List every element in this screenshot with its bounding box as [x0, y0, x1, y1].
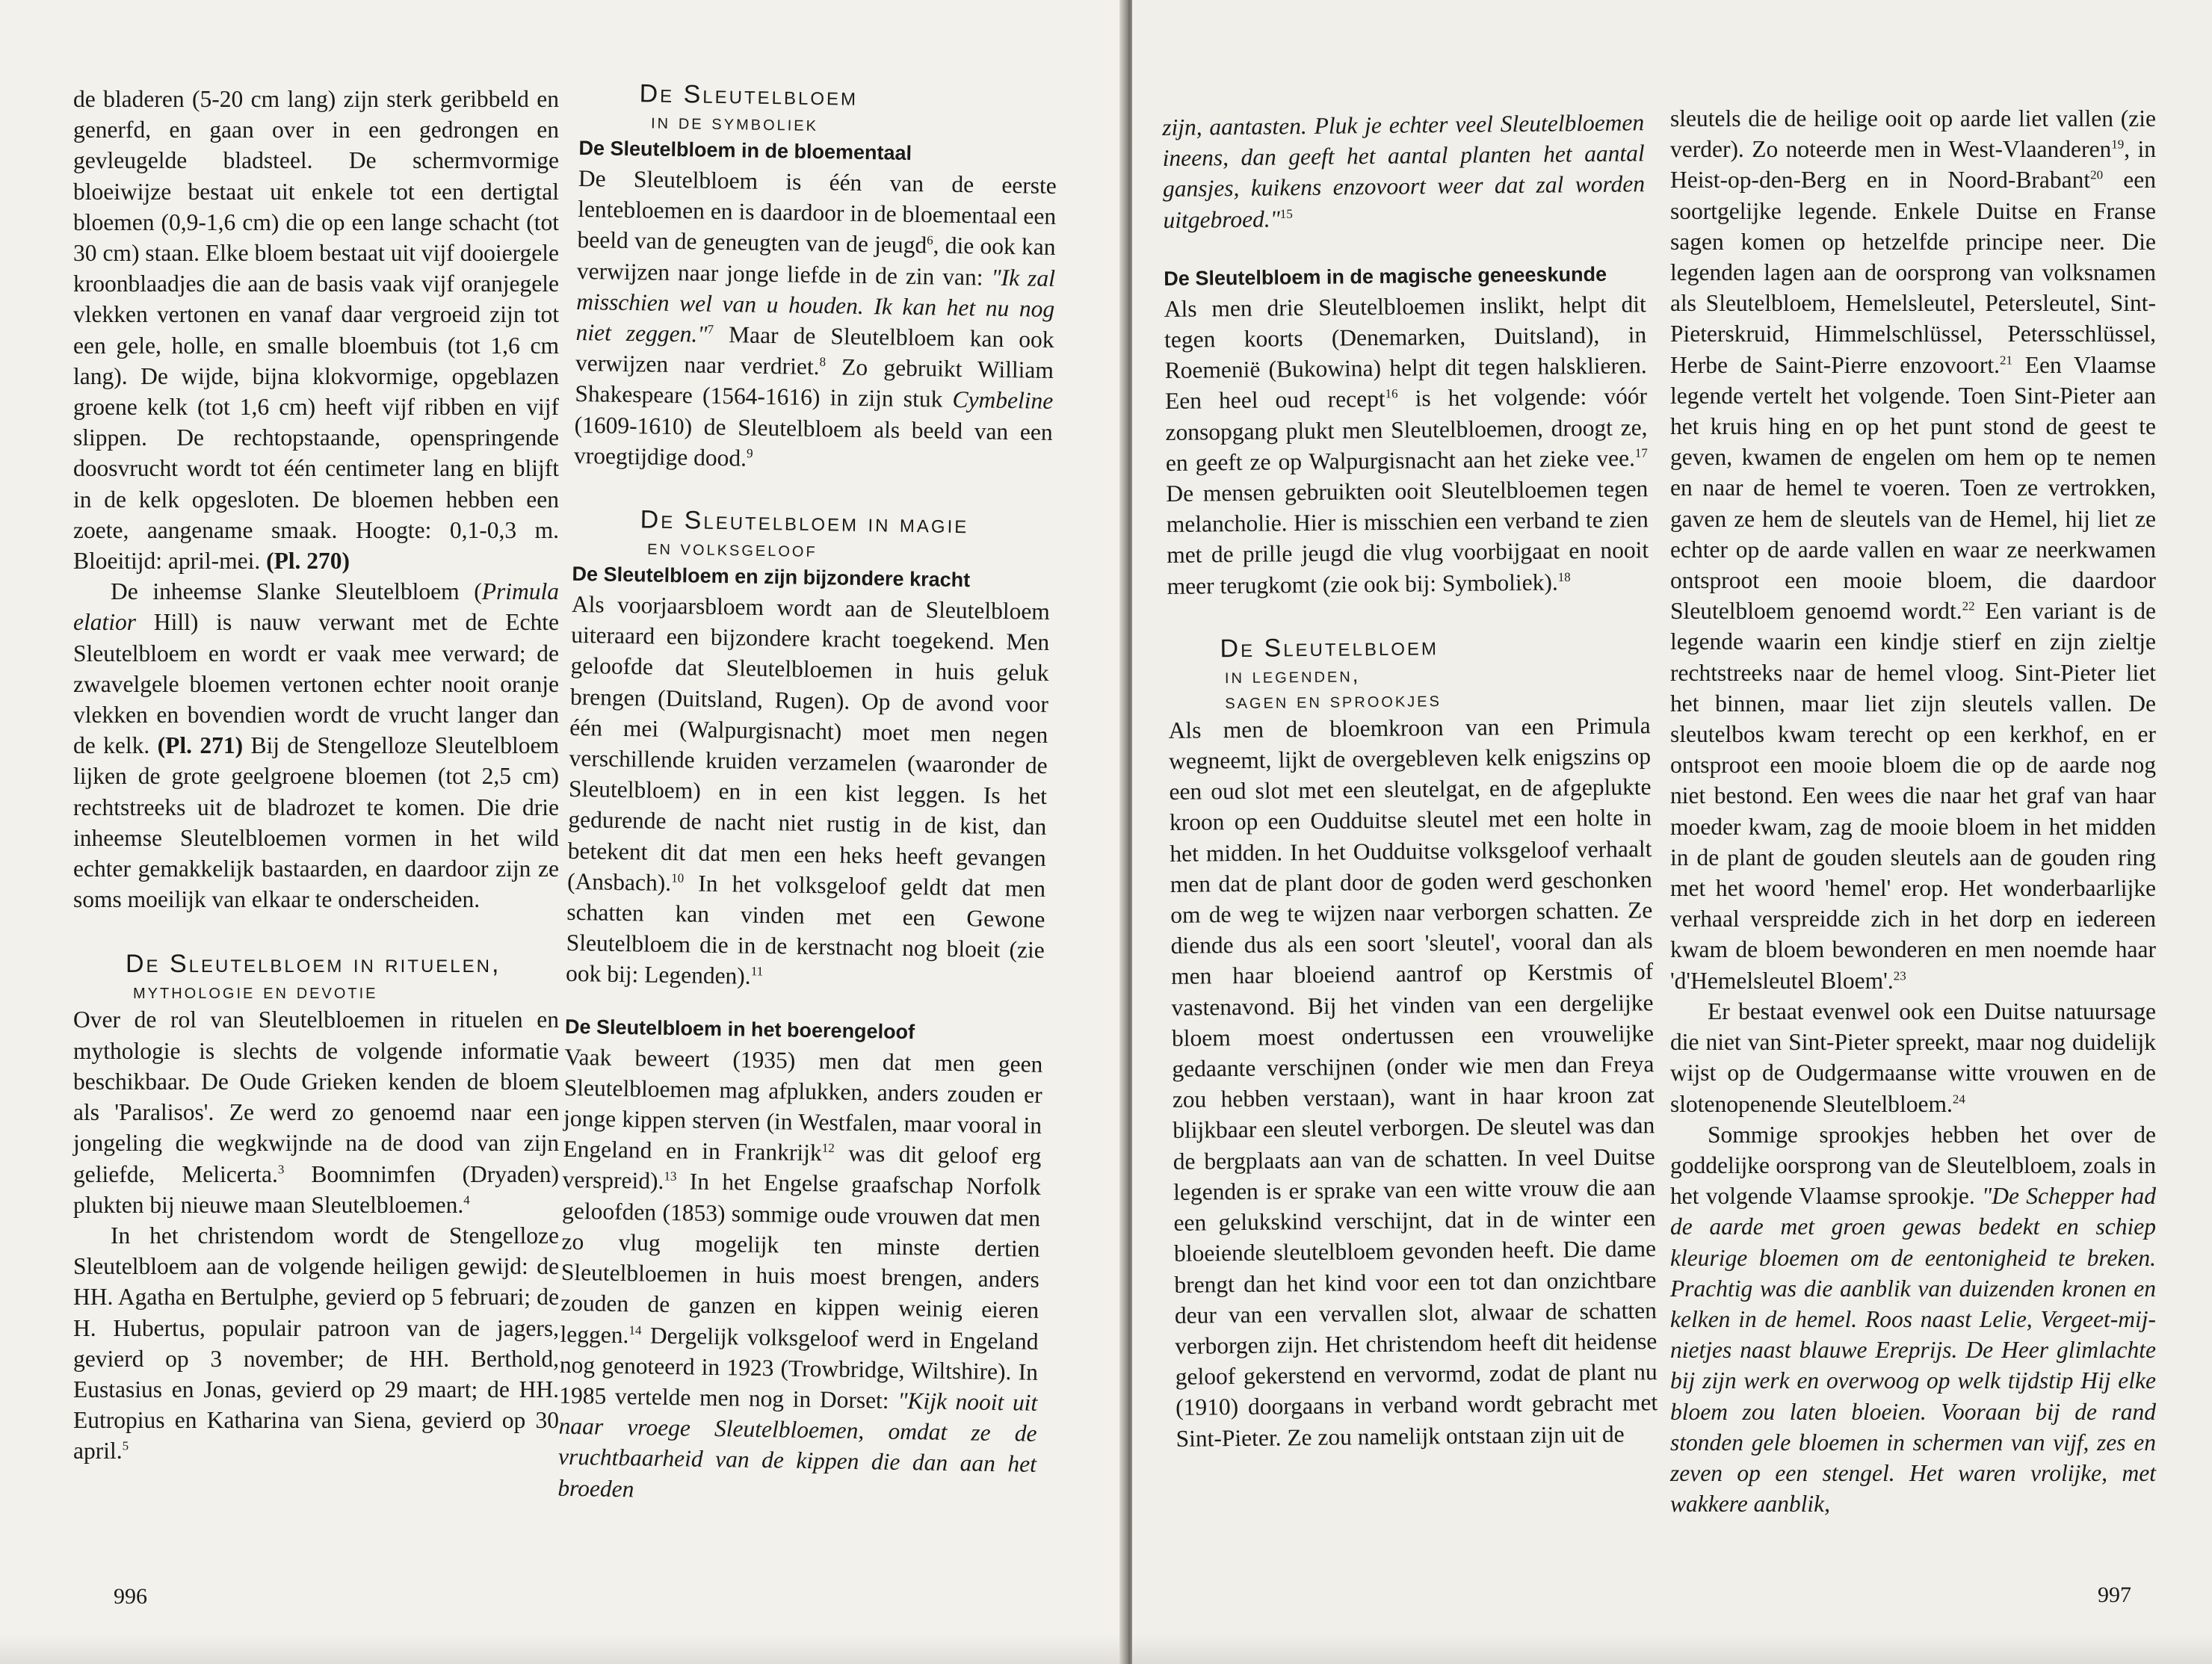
paragraph: zijn, aantasten. Pluk je echter veel Sleutelbloemen ineens, dan geeft het aantal planten het aantal gansjes, kuikens enzovoort weer dat zal worden uitgebroed."$^{15}$	[1162, 109, 1646, 233]
paragraph: Over de rol van Sleutelbloemen in rituelen en mythologie is slechts de volgende informatie beschikbaar. De Oude Grieken kenden de bloem als 'Paralisos'. Ze werd zo genoemd naar een jongeling die wegkwijnde na de dood van zijn geliefde, Melicerta.$^3$ Boomnimfen (Dryaden) plukten bij nieuwe maan Sleutelbloemen.$^4$	[73, 1006, 559, 1218]
subheading: De Sleutelbloem in de magische geneeskunde	[1164, 262, 1607, 290]
page-number: 996	[114, 1584, 147, 1609]
section-heading: De Sleutelbloem in rituelen,	[126, 950, 501, 979]
section-heading-line2: en volksgeloof	[646, 535, 818, 562]
paragraph: De inheemse Slanke Sleutelbloem (Primula elatior Hill) is nauw verwant met de Echte Sleutelbloem en wordt er vaak mee verward; de zwavelgele bloemen vertonen echter nooit oranje vlekken en bovendien wordt de vrucht langer dan de kelk. (Pl. 271) Bij de Stengelloze Sleutelbloem lijken de grote geelgroene bloemen (tot 2,5 cm) rechtstreeks uit de bladrozet te komen. Die drie inheemse Sleutelbloemen vormen in het wild echter gemakkelijk bastaarden, en daardoor zijn ze soms moeilijk van elkaar te onderscheiden.	[73, 578, 559, 913]
section-heading: De Sleutelbloem	[1220, 632, 1439, 664]
paragraph: De Sleutelbloem is één van de eerste lentebloemen en is daardoor in de bloementaal een beeld van de geneugten van de jeugd$^6$, die ook kan verwijzen naar jonge liefde in de zin van: "Ik zal misschien wel van u houden. Ik kan het nu nog niet zeggen."$^7$ Maar de Sleutelbloem kan ook verwijzen naar verdriet.$^8$ Zo gebruikt William Shakespeare (1564-1616) in zijn stuk Cymbeline (1609-1610) de Sleutelbloem als beeld van een vroegtijdige dood.$^9$	[573, 164, 1057, 471]
paragraph: Als men drie Sleutelbloemen inslikt, helpt dit tegen koorts (Denemarken, Duitsland), in Roemenië (Bukowina) helpt dit tegen halsklieren. Een heel oud recept$^{16}$ is het volgende: vóór zonsopgang plukt men Sleutelbloemen, droogt ze, en geeft ze op Walpurgisnacht aan het zieke vee.$^{17}$ De mensen gebruikten ooit Sleutelbloemen tegen melancholie. Hier is misschien een verband te zien met de prille jeugd die vlug voorbijgaat en nooit meer terugkomt (zie ook bij: Symboliek).$^{18}$	[1164, 291, 1649, 599]
section-heading-line2: in legenden,	[1224, 663, 1361, 688]
subheading: De Sleutelbloem en zijn bijzondere kracht	[572, 562, 971, 592]
left-column-2	[557, 78, 1058, 1511]
section-heading-line2: mythologie en devotie	[133, 980, 378, 1003]
section-heading-line3: sagen en sprookjes	[1225, 687, 1442, 714]
paragraph: Vaak beweert (1935) men dat men geen Sleutelbloemen mag afplukken, anders zouden er jonge kippen sterven (in Westfalen, maar vooral in Engeland en in Frankrijk$^{12}$ was dit geloof erg verspreid).$^{13}$ In het Engelse graafschap Norfolk geloofden (1853) sommige oude vrouwen dat men zo vlug mogelijk ten minste dertien Sleutelbloemen in huis moest brengen, anders zouden de ganzen en kippen weinig eieren leggen.$^{14}$ Dergelijk volksgeloof werd in Engeland nog genoteerd in 1923 (Trowbridge, Wiltshire). In 1985 vertelde men nog in Dorset: "Kijk nooit uit naar vroege Sleutelbloemen, omdat ze de vruchtbaarheid van de kippen die dan aan het broeden	[557, 1043, 1043, 1502]
subheading: De Sleutelbloem in de bloementaal	[578, 136, 912, 164]
paragraph: Als voorjaarsbloem wordt aan de Sleutelbloem uiteraard een bijzondere kracht toegekend. Men geloofde dat Sleutelbloemen in huis geluk brengen (Duitsland, Rugen). Op de avond voor één mei (Walpurgisnacht) moet men negen verschillende kruiden verzamelen (waaronder de Sleutelbloem) en in een kist leggen. Is het gedurende de nacht niet rustig in de kist, dan betekent dit dat men een heks heeft gevangen (Ansbach).$^{10}$ In het volksgeloof geldt dat men schatten kan vinden met een Gewone Sleutelbloem die in de kerstnacht nog bloeit (zie ook bij: Legenden).$^{11}$	[565, 590, 1051, 990]
section-heading-line2: in de symboliek	[650, 109, 819, 136]
paragraph: sleutels die de heilige ooit op aarde liet vallen (zie verder). Zo noteerde men in West-Vlaanderen$^{19}$, in Heist-op-den-Berg en in Noord-Brabant$^{20}$ een soortgelijke legende. Enkele Duitse en Franse sagen komen op hetzelfde principe neer. Die legenden lagen aan de oorsprong van volksnamen als Sleutelbloem, Hemelsleutel, Petersleutel, Sint-Pieterskruid, Himmelschlüssel, Petersschlüssel, Herbe de Saint-Pierre enzovoort.$^{21}$ Een Vlaamse legende vertelt het volgende. Toen Sint-Pieter aan het kruis hing en op het punt stond de geest te geven, kwamen de engelen om hem op te nemen en naar de hemel te voeren. Toen ze vertrokken, gaven ze hem de sleutels van de Hemel, hij liet ze echter op de aarde vallen en waar ze neerkwamen ontsproot een mooie bloem, die daardoor Sleutelbloem genoemd wordt.$^{22}$ Een variant is de legende waarin een kindje stierf en zijn zieltje rechtstreeks naar de hemel vloog. Sint-Pieter liet het binnen, maar liet zijn sleutels vallen. De sleutelbos kwam terecht op een kerkhof, en er ontsproot een mooie bloem die op de aarde nog niet bestond. Een wees die naar het graf van haar moeder kwam, zag de mooie bloem in het midden in de plant de gouden sleutels aan de gouden ring met het woord 'hemel' erop. Het wonderbaarlijke verhaal verspreidde zich in het dorp en iedereen kwam de bloem bewonderen en men noemde haar 'd'Hemelsleutel Bloem'.$^{23}$	[1670, 105, 2157, 994]
section-heading: De Sleutelbloem	[639, 79, 859, 111]
paragraph: In het christendom wordt de Stengelloze Sleutelbloem aan de volgende heiligen gewijd: de HH. Agatha en Bertulphe, gevierd op 5 februari; de H. Hubertus, populair patroon van de jagers, gevierd op 3 november; de HH. Berthold, Eustasius en Jonas, gevierd op 29 maart; de HH. Eutropius en Katharina van Siena, gevierd op 30 april.$^5$	[73, 1222, 559, 1464]
page-number: 997	[2098, 1583, 2131, 1607]
paragraph: Als men de bloemkroon van een Primula wegneemt, lijkt de overgebleven kelk enigszins op een oud slot met een sleutelgat, en de afgeplukte kroon op een Oudduitse sleutel met een holte in het midden. In het Oudduitse volksgeloof verhaalt men dat de plant door de goden werd geschonken om de weg te wijzen naar verborgen schatten. Ze diende dus als een soort 'sleutel', vooral dan als men haar bloeiend aantrof op Kerstmis of vastenavond. Bij het vinden van een dergelijke bloem moest ondertussen een vrouwelijke gedaante verschijnen (onder wie men dan Freya zou hebben verstaan), want in haar kroon zat blijkbaar een sleutel verborgen. De sleutel was dan de bergplaats aan van de schatten. In veel Duitse legenden is er sprake van een witte vrouw die aan een gelukskind verschijnt, dat in de winter een bloeiende sleutelbloem gevonden heeft. Die dame brengt dan het kind voor een tot dan onzichtbare deur van een vervallen slot, alwaar de schatten verborgen zijn. Het christendom heeft dit heidense geloof gekerstend en vervormd, zodat de plant nu (1910) doorgaans in verband wordt gebracht met Sint-Pieter. Ze zou namelijk ontstaan zijn uit de	[1168, 712, 1658, 1452]
section-heading: De Sleutelbloem in magie	[640, 505, 969, 539]
left-column-1	[73, 84, 559, 1467]
right-column-2	[1670, 103, 2156, 1519]
subheading: De Sleutelbloem in het boerengeloof	[564, 1015, 915, 1043]
paragraph: Sommige sprookjes hebben het over de goddelijke oorsprong van de Sleutelbloem, zoals in het volgende Vlaamse sprookje. "De Schepper had de aarde met groen gewas bedekt en schiep kleurige bloemen om de eentonigheid te breken. Prachtig was die aanblik van duizenden kronen en kelken in de hemel. Roos naast Lelie, Vergeet-mij-nietjes naast blauwe Ereprijs. De Heer glimlachte bij zijn werk en overwoog op welk tijdstip Hij elke bloem zou laten bloeien. Vooraan bij de rand stonden gele bloemen in schermen van vijf, zes en zeven op een stengel. Het waren vrolijke, met wakkere aanblik,	[1670, 1121, 2156, 1518]
paragraph: Er bestaat evenwel ook een Duitse natuursage die niet van Sint-Pieter spreekt, maar nog duidelijk wijst op de Oudgermaanse witte vrouwen en de slotenopenende Sleutelbloem.$^{24}$	[1670, 998, 2156, 1117]
right-column-1	[1162, 107, 1658, 1453]
paragraph: de bladeren (5-20 cm lang) zijn sterk geribbeld en generfd, en gaan over in een gedrongen en gevleugelde bladsteel. De schermvormige bloeiwijze bestaat uit enkele tot een dertigtal bloemen (0,9-1,6 cm) die op een lange schacht (tot 30 cm) staan. Elke bloem bestaat uit vijf dooiergele kroonblaadjes die aan de basis vaak vijf oranjegele vlekken vertonen en vanaf daar vergroeid zijn tot een gele, holle, en smalle bloembuis (tot 1,6 cm lang). De wijde, bijna klokvormige, opgeblazen groene kelk (tot 1,6 cm) heeft vijf ribben en vijf slippen. De rechtopstaande, openspringende doosvrucht wordt tot één centimeter lang en blijft in de kelk opgesloten. De bloemen hebben een zoete, aangename smaak. Hoogte: 0,1-0,3 m. Bloeitijd: april-mei. (Pl. 270)	[73, 86, 559, 575]
right-page	[1132, 0, 2212, 1664]
